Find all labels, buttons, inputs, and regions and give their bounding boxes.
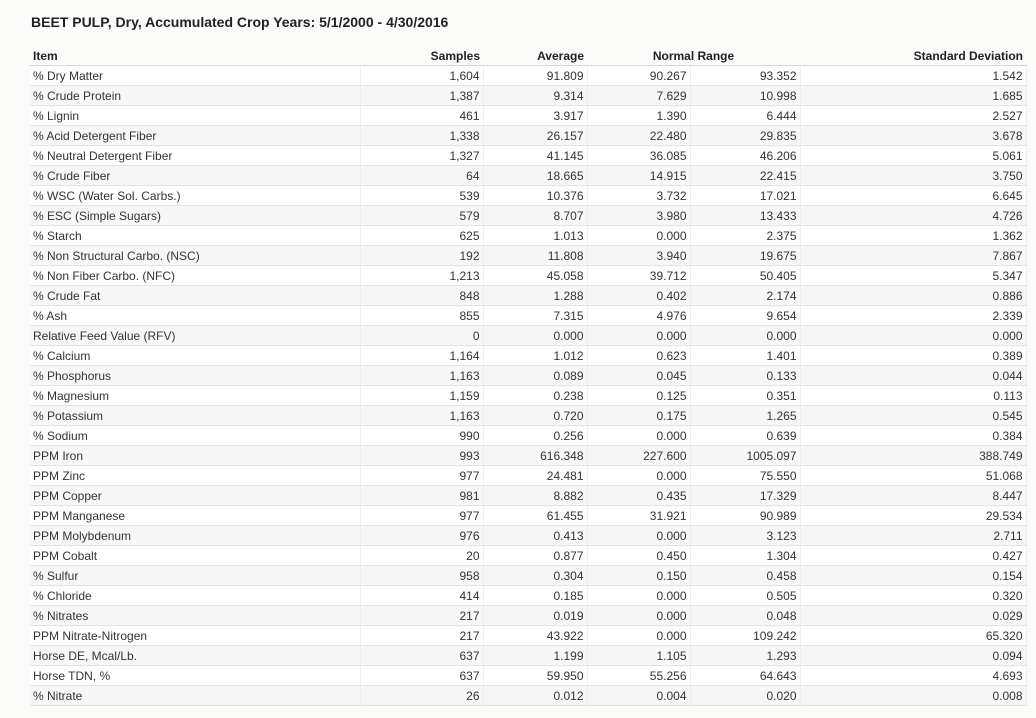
range-low-cell: 227.600 [587,446,690,466]
table-row [30,186,1026,206]
range-high-cell: 29.835 [690,126,800,146]
average-cell: 18.665 [483,166,587,186]
std-dev-cell: 0.008 [800,686,1026,706]
table-row [30,566,1026,586]
range-high-cell: 17.021 [690,186,800,206]
std-dev-cell: 0.029 [800,606,1026,626]
average-cell: 1.013 [483,226,587,246]
range-low-cell: 0.000 [587,626,690,646]
std-dev-cell: 1.542 [800,66,1026,86]
range-high-cell: 93.352 [690,66,800,86]
samples-cell: 192 [360,246,483,266]
item-cell: % Ash [30,306,360,326]
average-cell: 41.145 [483,146,587,166]
range-low-cell: 3.980 [587,206,690,226]
std-dev-cell: 8.447 [800,486,1026,506]
item-cell: % Neutral Detergent Fiber [30,146,360,166]
std-dev-cell: 7.867 [800,246,1026,266]
table-row [30,146,1026,166]
average-cell: 26.157 [483,126,587,146]
samples-cell: 990 [360,426,483,446]
range-high-cell: 19.675 [690,246,800,266]
item-cell: % Potassium [30,406,360,426]
item-cell: % Non Structural Carbo. (NSC) [30,246,360,266]
table-row [30,286,1026,306]
range-low-cell: 1.105 [587,646,690,666]
samples-cell: 981 [360,486,483,506]
table-row [30,246,1026,266]
item-cell: % Crude Fat [30,286,360,306]
range-low-cell: 0.175 [587,406,690,426]
range-high-cell: 2.174 [690,286,800,306]
table-row [30,626,1026,646]
item-cell: % Dry Matter [30,66,360,86]
samples-cell: 414 [360,586,483,606]
average-cell: 0.877 [483,546,587,566]
samples-cell: 539 [360,186,483,206]
column-header-samples: Samples [360,46,483,66]
average-cell: 0.012 [483,686,587,706]
column-header-average: Average [483,46,587,66]
samples-cell: 0 [360,326,483,346]
range-high-cell: 0.000 [690,326,800,346]
range-low-cell: 22.480 [587,126,690,146]
samples-cell: 1,164 [360,346,483,366]
range-low-cell: 3.940 [587,246,690,266]
std-dev-cell: 0.545 [800,406,1026,426]
range-high-cell: 109.242 [690,626,800,646]
samples-cell: 1,327 [360,146,483,166]
item-cell: PPM Manganese [30,506,360,526]
table-row [30,366,1026,386]
table-header-row [30,46,1026,66]
item-cell: PPM Iron [30,446,360,466]
std-dev-cell: 0.113 [800,386,1026,406]
range-high-cell: 1.265 [690,406,800,426]
std-dev-cell: 0.886 [800,286,1026,306]
range-high-cell: 75.550 [690,466,800,486]
range-high-cell: 0.048 [690,606,800,626]
table-row [30,86,1026,106]
nutrient-table-container [30,46,1026,706]
table-body [30,66,1026,706]
table-row [30,646,1026,666]
item-cell: % Chloride [30,586,360,606]
average-cell: 43.922 [483,626,587,646]
samples-cell: 977 [360,506,483,526]
std-dev-cell: 2.339 [800,306,1026,326]
samples-cell: 958 [360,566,483,586]
range-high-cell: 6.444 [690,106,800,126]
samples-cell: 637 [360,666,483,686]
range-low-cell: 0.000 [587,466,690,486]
table-row [30,306,1026,326]
std-dev-cell: 5.061 [800,146,1026,166]
table-row [30,346,1026,366]
samples-cell: 461 [360,106,483,126]
range-low-cell: 0.000 [587,586,690,606]
average-cell: 0.019 [483,606,587,626]
item-cell: Relative Feed Value (RFV) [30,326,360,346]
range-low-cell: 7.629 [587,86,690,106]
range-low-cell: 1.390 [587,106,690,126]
table-row [30,66,1026,86]
range-high-cell: 1005.097 [690,446,800,466]
average-cell: 0.238 [483,386,587,406]
range-high-cell: 50.405 [690,266,800,286]
item-cell: % ESC (Simple Sugars) [30,206,360,226]
range-low-cell: 0.000 [587,226,690,246]
range-low-cell: 0.000 [587,426,690,446]
range-high-cell: 90.989 [690,506,800,526]
range-low-cell: 14.915 [587,166,690,186]
samples-cell: 20 [360,546,483,566]
item-cell: % WSC (Water Sol. Carbs.) [30,186,360,206]
range-high-cell: 0.505 [690,586,800,606]
range-high-cell: 17.329 [690,486,800,506]
average-cell: 10.376 [483,186,587,206]
average-cell: 61.455 [483,506,587,526]
table-row [30,446,1026,466]
range-high-cell: 9.654 [690,306,800,326]
table-row [30,406,1026,426]
std-dev-cell: 0.427 [800,546,1026,566]
std-dev-cell: 0.094 [800,646,1026,666]
table-row [30,486,1026,506]
item-cell: PPM Nitrate-Nitrogen [30,626,360,646]
samples-cell: 1,159 [360,386,483,406]
table-row [30,606,1026,626]
table-row [30,266,1026,286]
range-low-cell: 31.921 [587,506,690,526]
std-dev-cell: 6.645 [800,186,1026,206]
table-row [30,426,1026,446]
range-low-cell: 0.435 [587,486,690,506]
std-dev-cell: 0.384 [800,426,1026,446]
average-cell: 3.917 [483,106,587,126]
table-row [30,106,1026,126]
range-low-cell: 3.732 [587,186,690,206]
samples-cell: 1,387 [360,86,483,106]
range-low-cell: 0.623 [587,346,690,366]
range-high-cell: 2.375 [690,226,800,246]
column-header-item: Item [30,46,360,66]
item-cell: % Crude Protein [30,86,360,106]
item-cell: % Sodium [30,426,360,446]
table-row [30,166,1026,186]
average-cell: 59.950 [483,666,587,686]
std-dev-cell: 0.044 [800,366,1026,386]
samples-cell: 579 [360,206,483,226]
item-cell: PPM Molybdenum [30,526,360,546]
range-high-cell: 0.351 [690,386,800,406]
samples-cell: 848 [360,286,483,306]
std-dev-cell: 4.693 [800,666,1026,686]
table-row [30,226,1026,246]
range-low-cell: 0.004 [587,686,690,706]
average-cell: 9.314 [483,86,587,106]
range-low-cell: 0.000 [587,606,690,626]
average-cell: 8.707 [483,206,587,226]
average-cell: 0.720 [483,406,587,426]
item-cell: Horse DE, Mcal/Lb. [30,646,360,666]
table-row [30,126,1026,146]
range-high-cell: 22.415 [690,166,800,186]
average-cell: 0.185 [483,586,587,606]
std-dev-cell: 1.362 [800,226,1026,246]
range-high-cell: 0.020 [690,686,800,706]
average-cell: 8.882 [483,486,587,506]
table-row [30,326,1026,346]
samples-cell: 637 [360,646,483,666]
range-low-cell: 36.085 [587,146,690,166]
average-cell: 91.809 [483,66,587,86]
table-row [30,586,1026,606]
table-row [30,386,1026,406]
item-cell: Horse TDN, % [30,666,360,686]
table-row [30,466,1026,486]
range-high-cell: 3.123 [690,526,800,546]
item-cell: % Nitrates [30,606,360,626]
item-cell: PPM Cobalt [30,546,360,566]
range-high-cell: 1.401 [690,346,800,366]
range-high-cell: 46.206 [690,146,800,166]
clipped-heading [30,0,45,1]
range-low-cell: 0.450 [587,546,690,566]
range-high-cell: 64.643 [690,666,800,686]
item-cell: % Sulfur [30,566,360,586]
range-high-cell: 10.998 [690,86,800,106]
samples-cell: 1,604 [360,66,483,86]
std-dev-cell: 0.000 [800,326,1026,346]
average-cell: 0.000 [483,326,587,346]
samples-cell: 625 [360,226,483,246]
item-cell: % Non Fiber Carbo. (NFC) [30,266,360,286]
range-low-cell: 0.402 [587,286,690,306]
samples-cell: 976 [360,526,483,546]
table-row [30,206,1026,226]
std-dev-cell: 29.534 [800,506,1026,526]
column-header-standard-deviation: Standard Deviation [800,46,1026,66]
item-cell: % Acid Detergent Fiber [30,126,360,146]
samples-cell: 217 [360,606,483,626]
average-cell: 0.256 [483,426,587,446]
average-cell: 24.481 [483,466,587,486]
item-cell: % Crude Fiber [30,166,360,186]
range-low-cell: 4.976 [587,306,690,326]
range-low-cell: 0.000 [587,526,690,546]
range-low-cell: 55.256 [587,666,690,686]
range-high-cell: 1.304 [690,546,800,566]
item-cell: % Phosphorus [30,366,360,386]
range-low-cell: 0.045 [587,366,690,386]
std-dev-cell: 1.685 [800,86,1026,106]
item-cell: % Lignin [30,106,360,126]
std-dev-cell: 2.527 [800,106,1026,126]
average-cell: 616.348 [483,446,587,466]
std-dev-cell: 51.068 [800,466,1026,486]
samples-cell: 64 [360,166,483,186]
range-low-cell: 0.150 [587,566,690,586]
samples-cell: 1,163 [360,406,483,426]
average-cell: 1.012 [483,346,587,366]
range-low-cell: 0.125 [587,386,690,406]
samples-cell: 26 [360,686,483,706]
item-cell: % Starch [30,226,360,246]
std-dev-cell: 3.750 [800,166,1026,186]
std-dev-cell: 65.320 [800,626,1026,646]
range-low-cell: 0.000 [587,326,690,346]
samples-cell: 855 [360,306,483,326]
item-cell: % Magnesium [30,386,360,406]
range-high-cell: 0.458 [690,566,800,586]
average-cell: 45.058 [483,266,587,286]
table-row [30,506,1026,526]
range-high-cell: 1.293 [690,646,800,666]
table-row [30,686,1026,706]
range-low-cell: 90.267 [587,66,690,86]
column-header-normal-range: Normal Range [587,46,800,66]
average-cell: 11.808 [483,246,587,266]
item-cell: PPM Zinc [30,466,360,486]
item-cell: % Calcium [30,346,360,366]
samples-cell: 1,213 [360,266,483,286]
average-cell: 0.413 [483,526,587,546]
range-high-cell: 0.133 [690,366,800,386]
std-dev-cell: 2.711 [800,526,1026,546]
table-row [30,666,1026,686]
samples-cell: 1,338 [360,126,483,146]
samples-cell: 217 [360,626,483,646]
std-dev-cell: 4.726 [800,206,1026,226]
item-cell: PPM Copper [30,486,360,506]
range-high-cell: 13.433 [690,206,800,226]
std-dev-cell: 388.749 [800,446,1026,466]
average-cell: 0.089 [483,366,587,386]
samples-cell: 993 [360,446,483,466]
std-dev-cell: 0.320 [800,586,1026,606]
average-cell: 1.199 [483,646,587,666]
nutrient-table [30,46,1027,706]
average-cell: 0.304 [483,566,587,586]
range-high-cell: 0.639 [690,426,800,446]
std-dev-cell: 0.154 [800,566,1026,586]
std-dev-cell: 0.389 [800,346,1026,366]
table-row [30,526,1026,546]
item-cell: % Nitrate [30,686,360,706]
std-dev-cell: 5.347 [800,266,1026,286]
samples-cell: 977 [360,466,483,486]
std-dev-cell: 3.678 [800,126,1026,146]
report-title: BEET PULP, Dry, Accumulated Crop Years: 5/1/2000 - 4/30/2016 [31,14,449,30]
table-row [30,546,1026,566]
average-cell: 1.288 [483,286,587,306]
average-cell: 7.315 [483,306,587,326]
samples-cell: 1,163 [360,366,483,386]
range-low-cell: 39.712 [587,266,690,286]
